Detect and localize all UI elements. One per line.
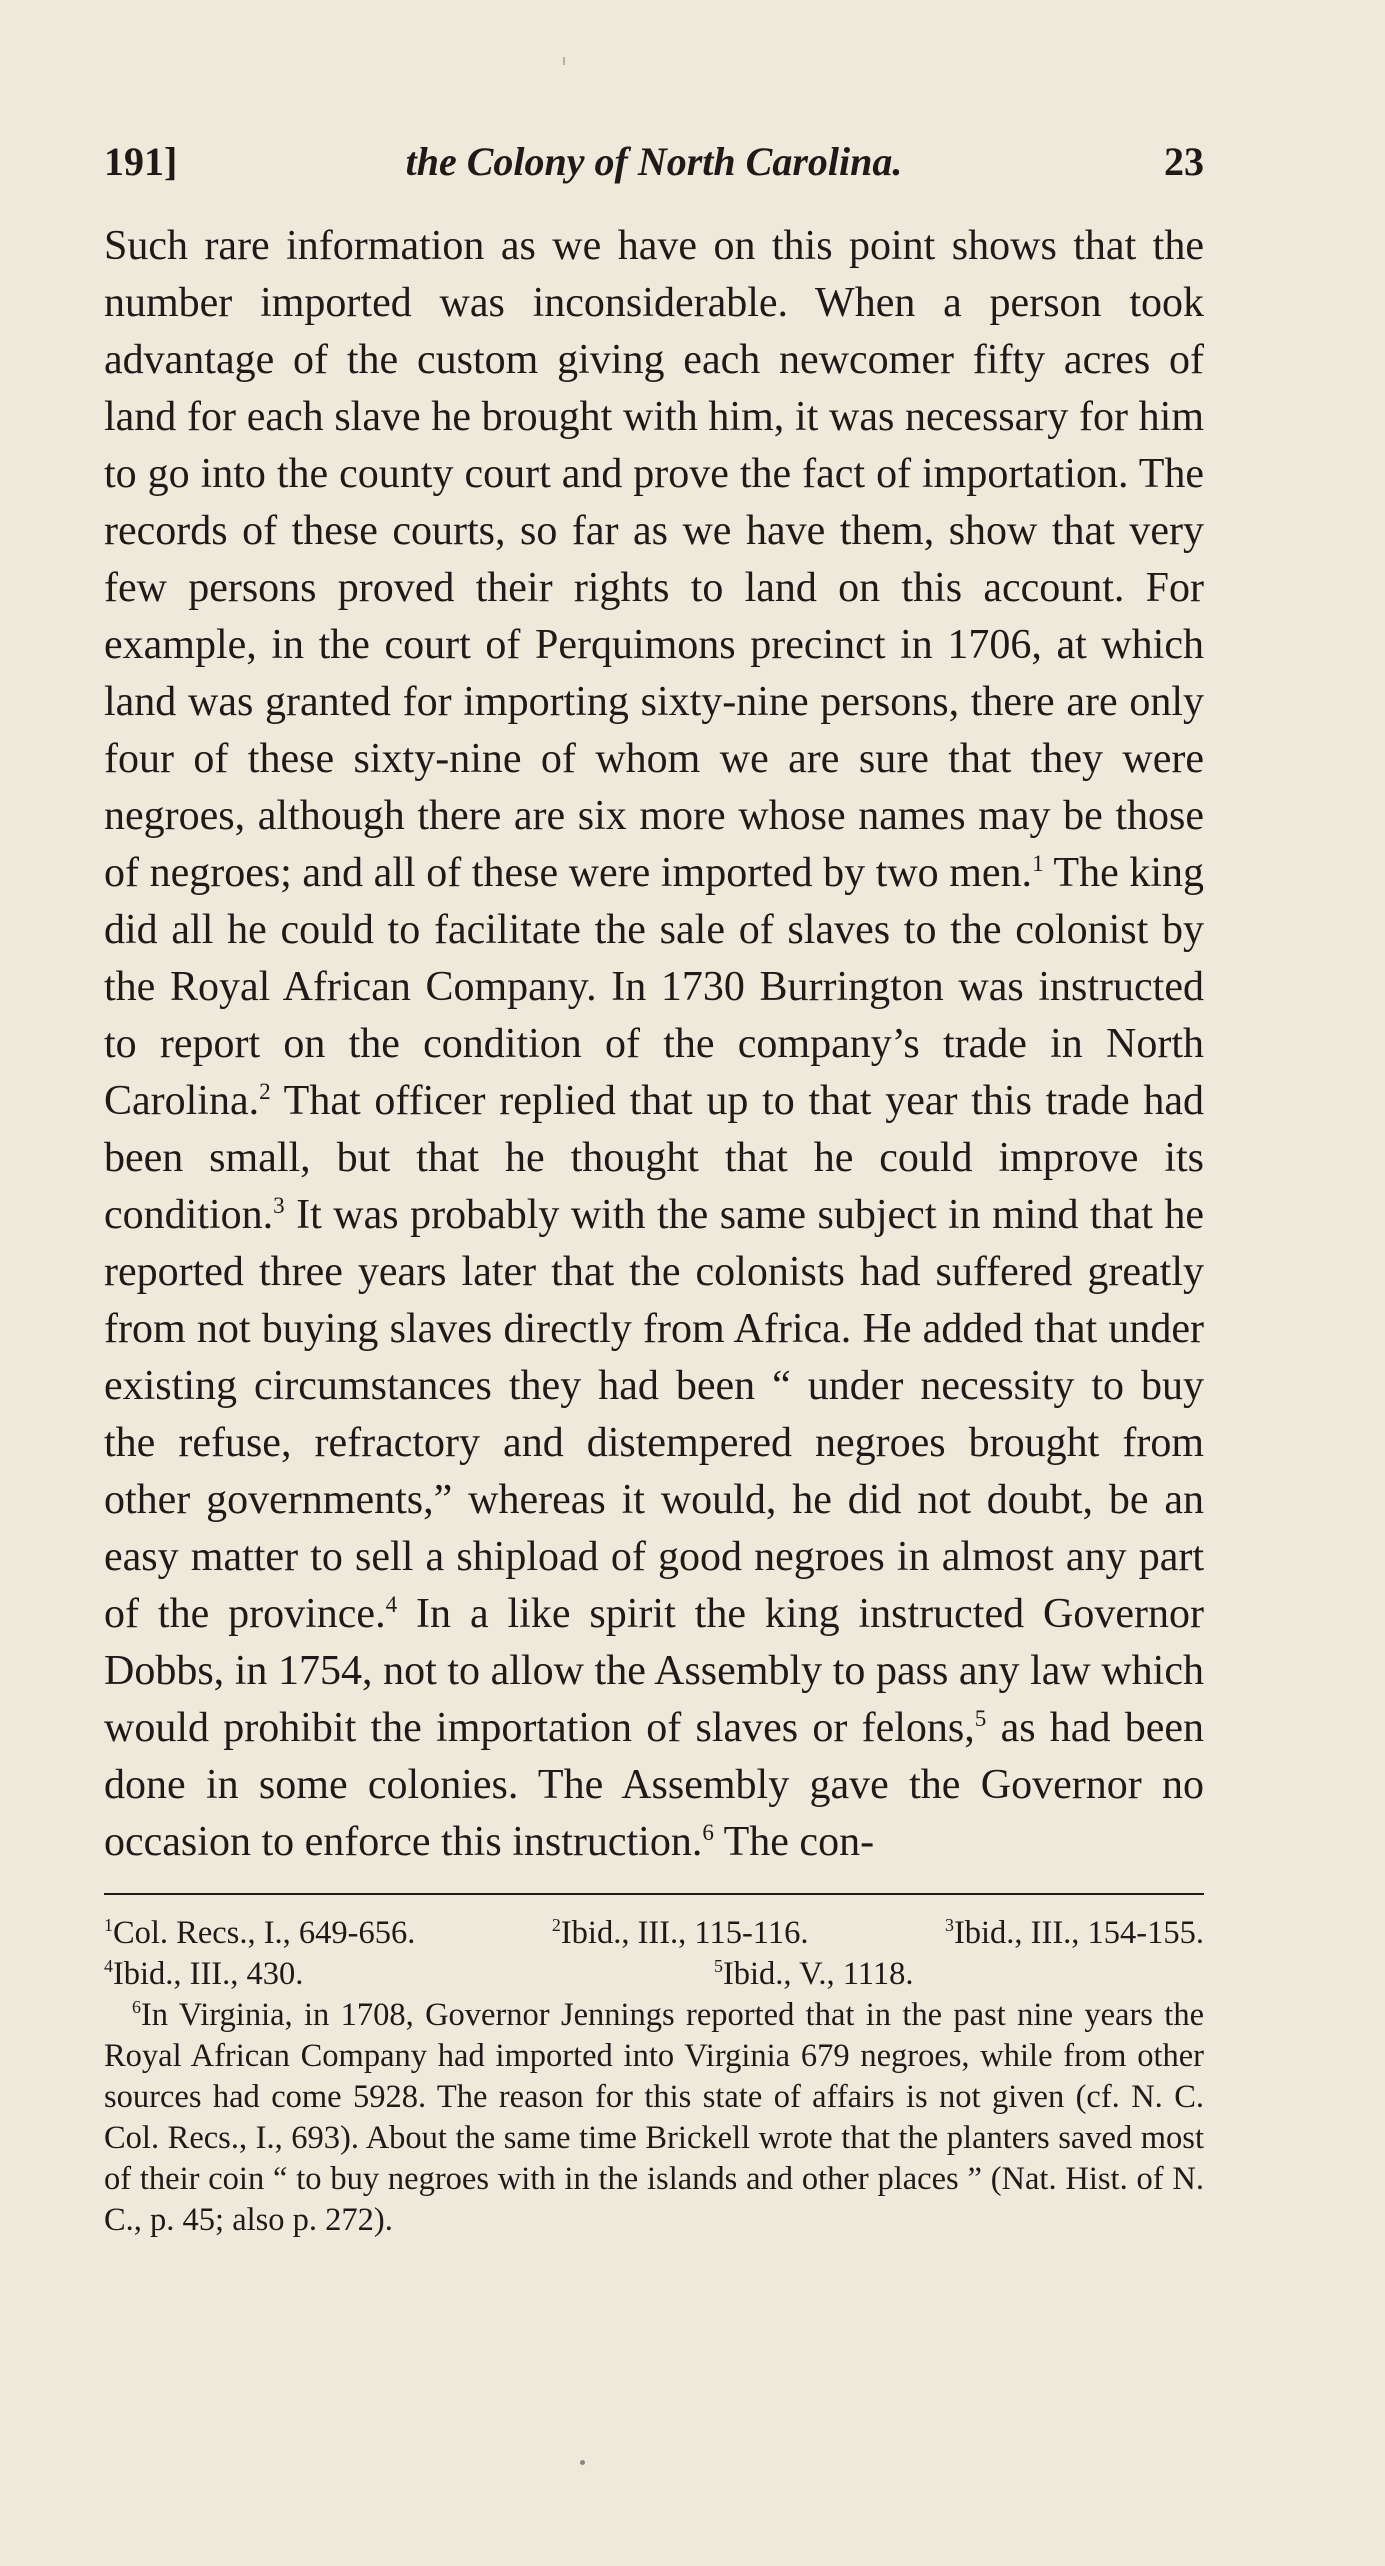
- footnote-ref: 4: [385, 1591, 398, 1617]
- header-title: the Colony of North Carolina.: [405, 139, 903, 184]
- body-text-segment: The king did all he could to facilitate the sale of slaves to the colonist by the Royal African Company. In 1730 Burrington was instructed to report on the condition of the company’s trade in North Carolina.: [104, 850, 1204, 1124]
- footnote-divider: [104, 1893, 1204, 1895]
- footnote-2: $^2$Ibid., III., 115-116.: [551, 1915, 809, 1951]
- footnote-5: $^5$Ibid., V., 1118.: [714, 1956, 914, 1992]
- footnote-1: $^1$Col. Recs., I., 649-656.: [104, 1915, 416, 1951]
- scan-mark: [563, 57, 565, 65]
- footnote-ref: 6: [702, 1819, 714, 1845]
- footnote-6: $^6$In Virginia, in 1708, Governor Jennings reported that in the past nine years the Royal African Company had imported into Virginia 679 negroes, while from other sources had come 5928. The reason for this state of affairs is not given (cf. N. C. Col. Recs., I., 693). About the same time Brickell wrote that the planters saved most of their coin “ to buy negroes with in the islands and other places ” (Nat. Hist. of N. C., p. 45; also p. 272).: [104, 1997, 1204, 2238]
- footnote-3: $^3$Ibid., III., 154-155.: [945, 1915, 1204, 1951]
- footnotes: [104, 1913, 1204, 2241]
- running-header: [104, 138, 1204, 208]
- body-text-segment: as had been done in some colonies. The Assembly gave the Governor no occasion to enforce this instruction.: [104, 1705, 1204, 1865]
- body-paragraph: [104, 218, 1204, 1871]
- header-page-number: 23: [1164, 139, 1204, 184]
- footnote-ref: 3: [273, 1192, 285, 1218]
- footnote-row: [104, 1954, 1204, 1995]
- footnote-ref: 1: [1032, 850, 1044, 876]
- scan-mark: [580, 2460, 585, 2465]
- body-text-segment: That officer replied that up to that year this trade had been small, but that he thought that he could improve its condition.: [104, 1078, 1204, 1238]
- body-text-segment: The con-: [713, 1819, 875, 1865]
- body-text-segment: Such rare information as we have on this point shows that the number imported was inconsiderable. When a person took advantage of the custom giving each newcomer fifty acres of land for each slave he brought with him, it was necessary for him to go into the county court and prove the fact of importation. The records of these courts, so far as we have them, show that very few persons proved their rights to land on this account. For example, in the court of Perquimons precinct in 1706, at which land was granted for importing sixty-nine persons, there are only four of these sixty-nine of whom we are sure that they were negroes, although there are six more whose names may be those of negroes; and all of these were imported by two men.: [104, 223, 1204, 896]
- body-text-segment: It was probably with the same subject in mind that he reported three years later that the colonists had suffered greatly from not buying slaves directly from Africa. He added that under existing circumstances they had been “ under necessity to buy the refuse, refractory and distempered negroes brought from other governments,” whereas it would, he did not doubt, be an easy matter to sell a shipload of good negroes in almost any part of the province.: [104, 1192, 1204, 1637]
- footnote-ref: 5: [974, 1705, 987, 1731]
- footnote-row: [104, 1913, 1204, 1954]
- body-text-segment: In a like spirit the king instructed Governor Dobbs, in 1754, not to allow the Assembly to pass any law which would prohibit the importation of slaves or felons,: [104, 1591, 1204, 1751]
- footnote-ref: 2: [259, 1078, 271, 1104]
- footnote-4: $^4$Ibid., III., 430.: [104, 1956, 304, 1992]
- book-page: [104, 138, 1204, 2241]
- header-page-range: 191]: [104, 139, 178, 184]
